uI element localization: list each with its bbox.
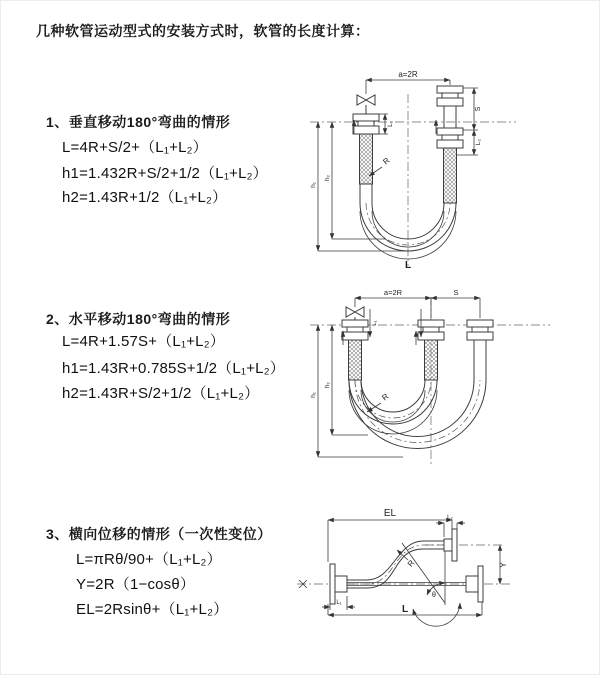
braided-hose [444, 148, 457, 203]
section-1-heading: 1、垂直移动180°弯曲的情形 [46, 114, 231, 130]
valve-icon [346, 307, 364, 320]
dimension-l1 [322, 596, 355, 610]
figure-horizontal-180-bend [308, 285, 598, 470]
braided-hose [360, 134, 373, 184]
dim-label-el: EL [383, 508, 397, 519]
braided-hose [349, 340, 362, 380]
formula-s3-Y: Y=2R（1−cosθ） [76, 576, 196, 593]
dim-label-s: S [453, 288, 459, 297]
dim-label-h1: h₁ [310, 182, 317, 188]
dim-label-l2: L₂ [447, 515, 453, 521]
dim-label-s: S [475, 106, 482, 112]
upper-right-flange [444, 529, 457, 561]
valve-icon [357, 95, 375, 114]
s-curve-hose [347, 541, 452, 588]
dim-label-h1: h₁ [310, 392, 317, 398]
formula-s3-L: L=πRθ/90+（L₁+L₂） [76, 551, 222, 568]
dim-label-a2r: a=2R [398, 70, 418, 79]
lower-right-flange [466, 566, 483, 602]
angle-construction [402, 543, 460, 626]
dimension-l1 [379, 114, 394, 134]
radius-label: R [405, 558, 417, 569]
formula-s2-L: L=4R+1.57S+（L₁+L₂） [62, 333, 225, 350]
dim-label-l1: L₁ [336, 600, 342, 606]
page-title: 几种软管运动型式的安装方式时，软管的长度计算： [36, 23, 370, 39]
formula-s2-h1: h1=1.43R+0.785S+1/2（L₁+L₂） [62, 360, 285, 377]
dim-label-h2: h₂ [324, 174, 331, 182]
dim-label-L: L [404, 260, 412, 270]
dimension-el [328, 508, 452, 562]
angle-label: θ [432, 592, 436, 599]
dimension-l1 [372, 320, 378, 325]
section-3-heading: 3、横向位移的情形（一次性变位） [46, 526, 272, 542]
u-bend-hose-arcs [349, 380, 486, 449]
right-hose-fitting [467, 320, 493, 380]
radius-label: R [380, 391, 391, 403]
dim-label-h2: h₂ [324, 381, 331, 389]
dimension-s [431, 288, 480, 318]
dimension-s [463, 88, 482, 130]
middle-hose-fitting [418, 320, 444, 380]
dim-label-y: Y [499, 562, 508, 568]
left-hose-fitting [353, 114, 379, 203]
formula-s2-h2: h2=1.43R+S/2+1/2（L₁+L₂） [62, 385, 260, 402]
radius-label: R [381, 155, 392, 167]
dimension-l2 [436, 515, 465, 537]
dimension-a2r [355, 288, 431, 318]
figure-vertical-180-bend [308, 70, 598, 270]
formula-s1-h2: h2=1.43R+1/2（L₁+L₂） [62, 189, 228, 206]
braided-hose [425, 340, 438, 380]
dim-label-l2: L₂ [475, 138, 482, 146]
dim-label-l1: L₁ [372, 320, 378, 326]
figure-lateral-displacement [295, 503, 600, 651]
dimension-y [499, 545, 508, 584]
dim-label-l1: L₁ [387, 121, 394, 127]
dim-label-L: L [401, 604, 409, 615]
right-hose-fitting-two-positions [437, 86, 463, 203]
formula-s1-L: L=4R+S/2+（L₁+L₂） [62, 139, 208, 156]
dim-label-a2r: a=2R [383, 288, 403, 297]
centerlines [310, 94, 516, 266]
left-hose-fitting [342, 320, 368, 380]
formula-s1-h1: h1=1.432R+S/2+1/2（L₁+L₂） [62, 165, 268, 182]
section-2-heading: 2、水平移动180°弯曲的情形 [46, 311, 231, 327]
formula-s3-EL: EL=2Rsinθ+（L₁+L₂） [76, 601, 229, 618]
